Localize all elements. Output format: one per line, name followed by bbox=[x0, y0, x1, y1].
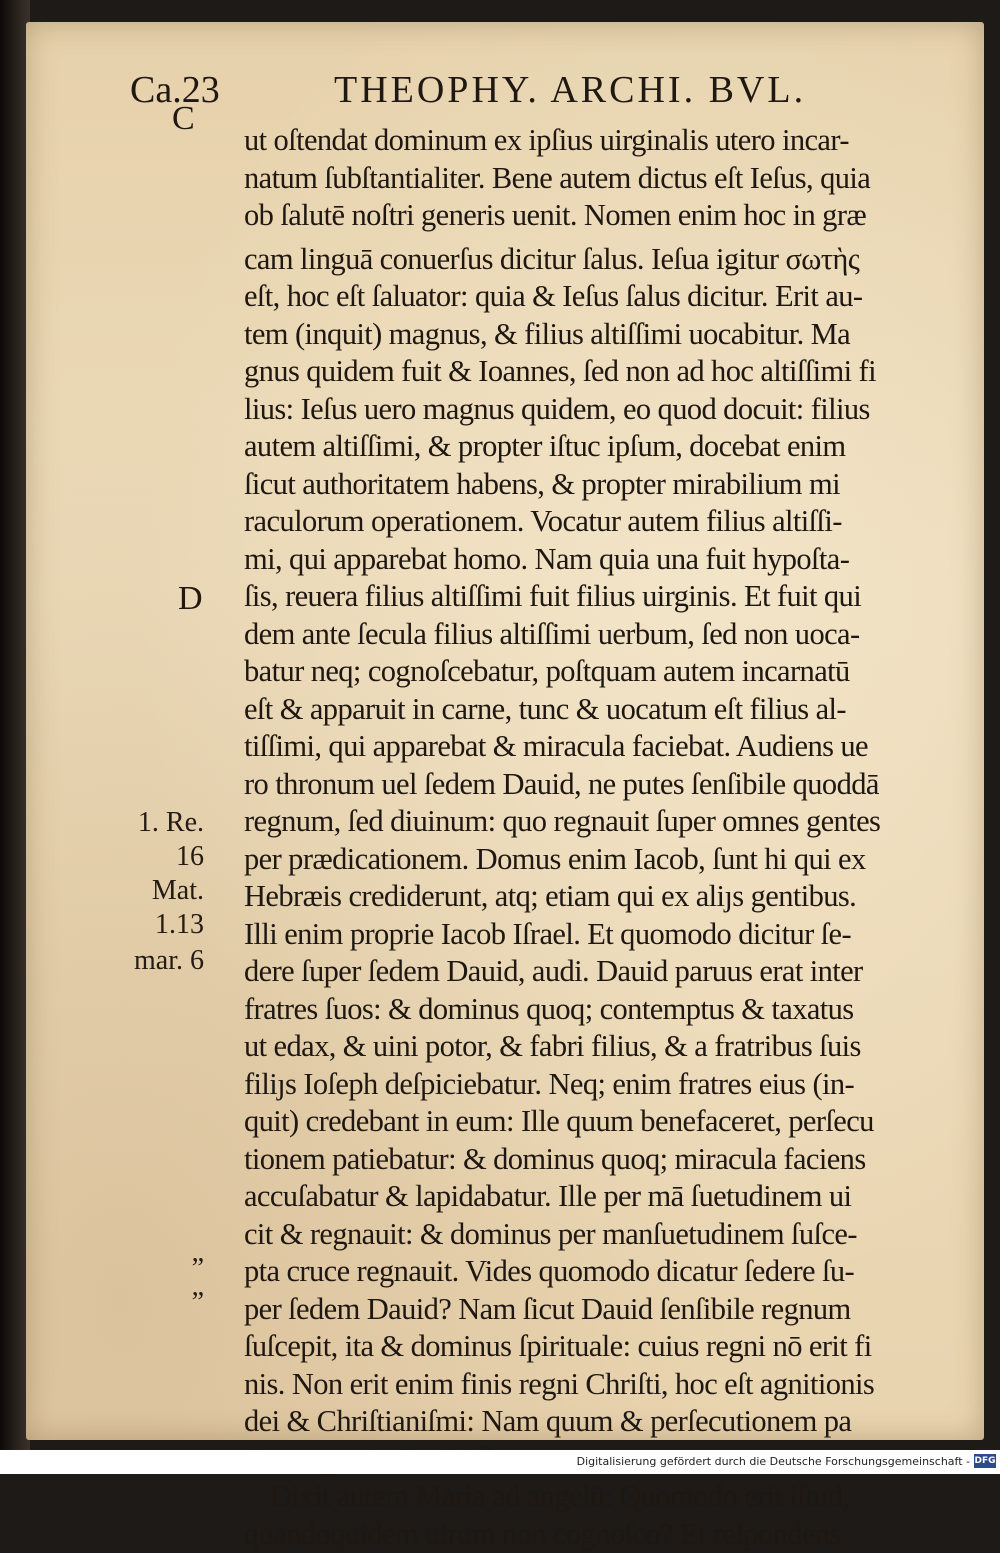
text-line: mi, qui apparebat homo. Nam quia una fuit hypoſta- bbox=[244, 541, 964, 579]
digitization-credit: Digitalisierung gefördert durch die Deutsche Forschungsgemeinschaft - bbox=[577, 1455, 970, 1468]
text-line: autem altiſſimi, & propter iſtuc ipſum, docebat enim bbox=[244, 428, 964, 466]
margin-note: 1.13 bbox=[155, 908, 204, 942]
text-line: natum ſubſtantialiter. Bene autem dictus eſt Ieſus, quia bbox=[244, 160, 964, 198]
text-line: lius: Ieſus uero magnus quidem, eo quod docuit: filius bbox=[244, 391, 964, 429]
text-line: cit & regnauit: & dominus per manſuetudinem ſuſce- bbox=[244, 1216, 964, 1254]
quote-mark: ” bbox=[192, 1286, 204, 1320]
text-line: Illi enim proprie Iacob Iſrael. Et quomodo dicitur ſe- bbox=[244, 916, 964, 954]
text-line: eſt, hoc eſt ſaluator: quia & Ieſus ſalus dicitur. Erit au- bbox=[244, 278, 964, 316]
text-line: ut oſtendat dominum ex ipſius uirginalis utero incar- bbox=[244, 122, 964, 160]
text-line: ſis, reuera filius altiſſimi fuit filius uirginis. Et fuit qui bbox=[244, 578, 964, 616]
text-line: per ſedem Dauid? Nam ſicut Dauid ſenſibile regnum bbox=[244, 1291, 964, 1329]
running-head: THEOPHY. ARCHI. BVL. bbox=[334, 68, 806, 112]
body-text bbox=[244, 122, 964, 1553]
text-line: eſt & apparuit in carne, tunc & uocatum eſt filius al- bbox=[244, 691, 964, 729]
text-line: gnus quidem fuit & Ioannes, ſed non ad hoc altiſſimi fi bbox=[244, 353, 964, 391]
margin-note: Mat. bbox=[152, 874, 204, 908]
text-line: accuſabatur & lapidabatur. Ille per mā ſuetudinem ui bbox=[244, 1178, 964, 1216]
text-line: fratres ſuos: & dominus quoq; contemptus & taxatus bbox=[244, 991, 964, 1029]
book-page bbox=[26, 22, 984, 1440]
section-marker-c: C bbox=[172, 100, 195, 138]
text-line: filiȷs Ioſeph deſpiciebatur. Neq; enim fratres eius (in- bbox=[244, 1066, 964, 1104]
text-line: ob ſalutē noſtri generis uenit. Nomen enim hoc in græ bbox=[244, 197, 964, 235]
text-line: ro thronum uel ſedem Dauid, ne putes ſenſibile quoddā bbox=[244, 766, 964, 804]
dfg-logo: DFG bbox=[974, 1454, 996, 1468]
text-line: regnum, ſed diuinum: quo regnauit ſuper omnes gentes bbox=[244, 803, 964, 841]
text-line: raculorum operationem. Vocatur autem filius altiſſi- bbox=[244, 503, 964, 541]
text-line: dem ante ſecula filius altiſſimi uerbum, ſed non uoca- bbox=[244, 616, 964, 654]
text-line: cam linguā conuerſus dicitur ſalus. Ieſua igitur σωτὴς bbox=[244, 241, 964, 279]
text-line: dere ſuper ſedem Dauid, audi. Dauid paruus erat inter bbox=[244, 953, 964, 991]
quote-mark: ” bbox=[192, 1252, 204, 1286]
text-line: quit) credebant in eum: Ille quum benefaceret, perſecu bbox=[244, 1103, 964, 1141]
text-line: ut edax, & uini potor, & fabri filius, & a fratribus ſuis bbox=[244, 1028, 964, 1066]
text-line: tionem patiebatur: & dominus quoq; miracula faciens bbox=[244, 1141, 964, 1179]
section-marker-d: D bbox=[178, 580, 203, 618]
text-line: pta cruce regnauit. Vides quomodo dicatur ſedere ſu- bbox=[244, 1253, 964, 1291]
text-line: nis. Non erit enim finis regni Chriſti, hoc eſt agnitionis bbox=[244, 1366, 964, 1404]
page-label: Ca.23 bbox=[130, 68, 220, 112]
text-line: per prædicationem. Domus enim Iacob, ſunt hi qui ex bbox=[244, 841, 964, 879]
text-line: tem (inquit) magnus, & filius altiſſimi uocabitur. Ma bbox=[244, 316, 964, 354]
page-header bbox=[26, 68, 984, 118]
text-line: tiſſimi, qui apparebat & miracula faciebat. Audiens ue bbox=[244, 728, 964, 766]
text-line: dei & Chriſtianiſmi: Nam quum & perſecutionem pa bbox=[244, 1403, 964, 1441]
text-line: quandoquidem uirum non cognoſco? Et reſpondens bbox=[244, 1516, 964, 1553]
text-line: Hebræis crediderunt, atq; etiam qui ex aliȷs gentibus. bbox=[244, 878, 964, 916]
margin-note: mar. 6 bbox=[134, 944, 204, 978]
margin-note: 16 bbox=[176, 840, 204, 874]
margin-note: 1. Re. bbox=[138, 806, 204, 840]
text-line: ſuſcepit, ita & dominus ſpirituale: cuius regni nō erit fi bbox=[244, 1328, 964, 1366]
text-line: ſicut authoritatem habens, & propter mirabilium mi bbox=[244, 466, 964, 504]
text-line: batur neq; cognoſcebatur, poſtquam autem incarnatū bbox=[244, 653, 964, 691]
text-line: Dixit autem Maria ad angelū: Quomodo erit iſtud, bbox=[244, 1478, 964, 1516]
